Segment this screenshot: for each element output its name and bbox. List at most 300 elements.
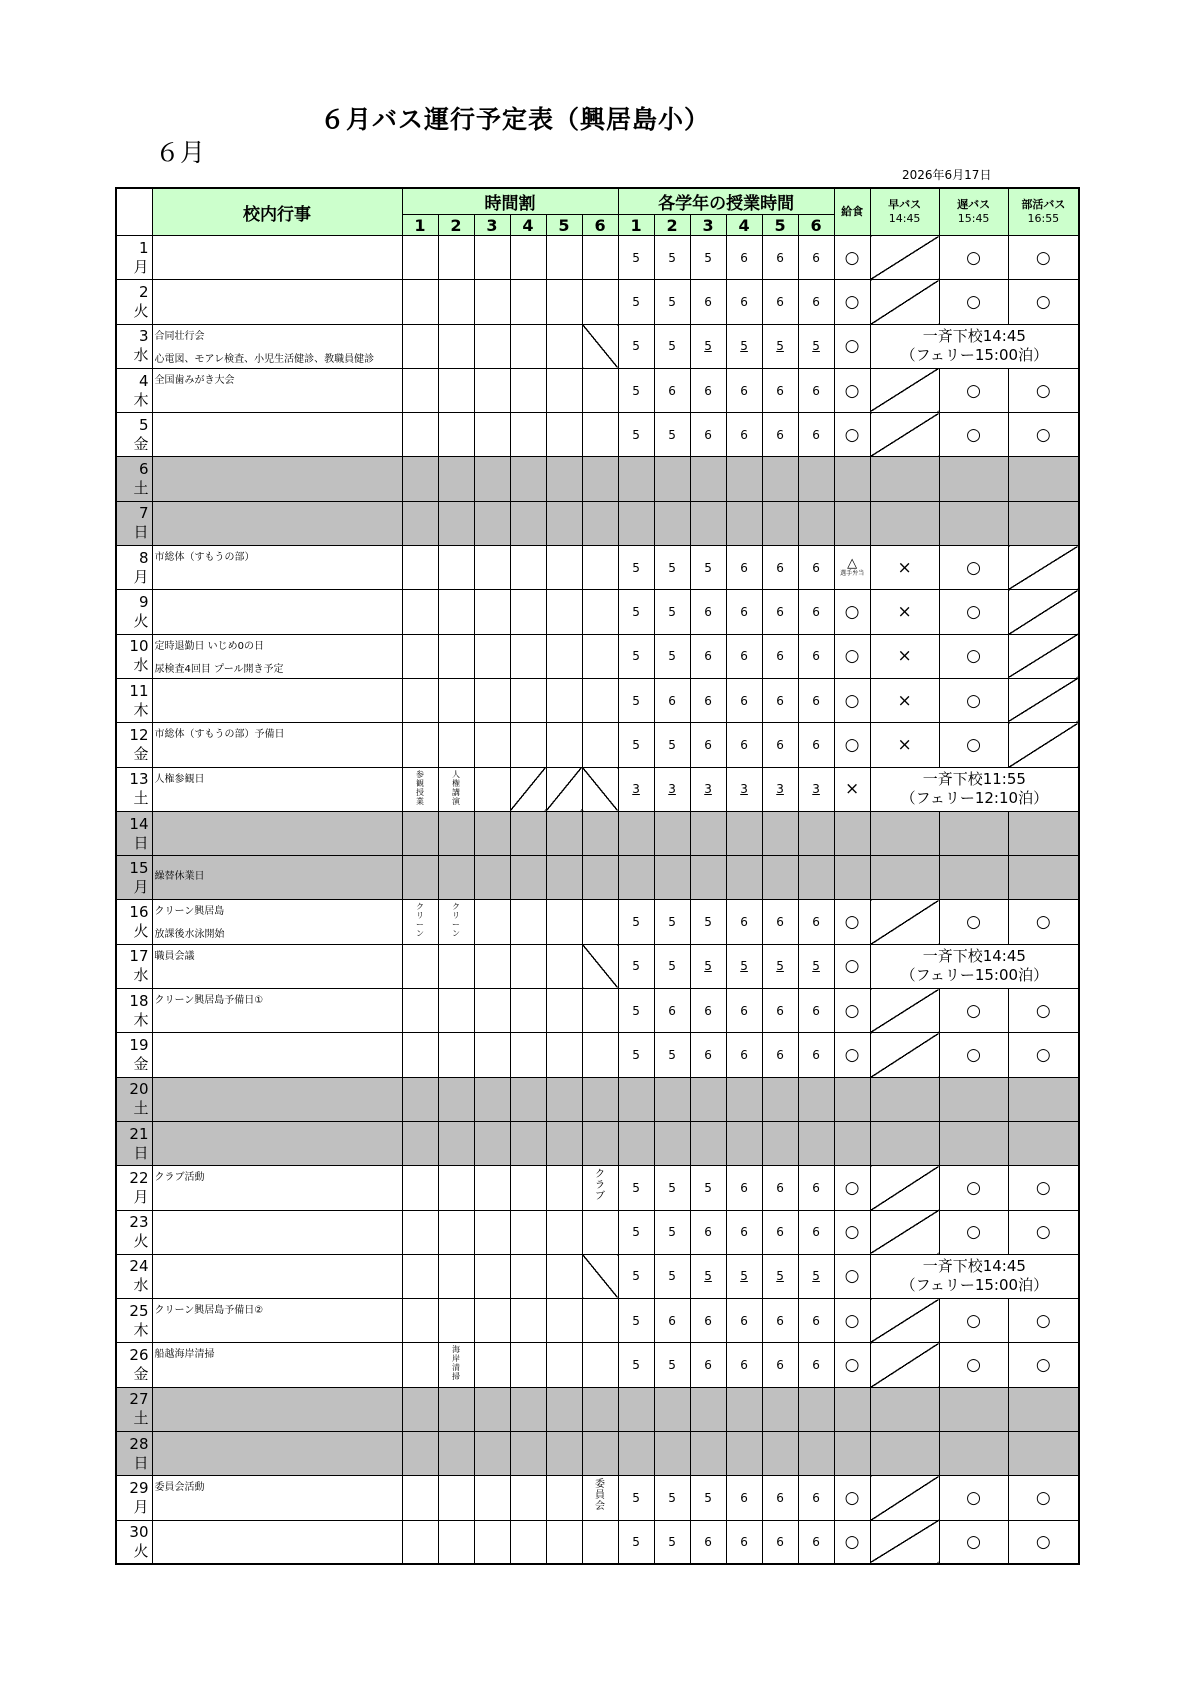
grade-hours-cell: 5 — [654, 1520, 690, 1564]
empty-cell — [939, 1077, 1008, 1121]
grade-hours-cell: 5 — [654, 413, 690, 457]
schedule-body — [116, 236, 1079, 1565]
day-number: 16 — [129, 903, 149, 922]
day-cell — [116, 944, 152, 988]
period-cell — [474, 1210, 510, 1254]
empty-cell — [939, 501, 1008, 545]
event-cell — [152, 236, 402, 280]
period-cell — [582, 590, 618, 634]
period-cell — [474, 590, 510, 634]
event-cell — [152, 900, 402, 944]
grade-hours-cell: 5 — [618, 413, 654, 457]
period-cell — [438, 590, 474, 634]
event-text: 市総体（すもうの部） — [154, 552, 255, 564]
header-row-1 — [116, 188, 1079, 215]
period-cell — [582, 413, 618, 457]
period-cell — [582, 634, 618, 678]
grade-hours-cell: 5 — [618, 546, 654, 590]
day-number: 15 — [129, 858, 149, 877]
grade-hours-cell: 6 — [690, 634, 726, 678]
club-bus-time: 16:55 — [1027, 212, 1060, 225]
event-cell — [152, 1476, 402, 1520]
event-cell — [152, 811, 402, 855]
grade-hours-cell: 6 — [690, 1299, 726, 1343]
grade-hours-cell: 6 — [690, 678, 726, 722]
ferry-note: （フェリー15:00泊） — [900, 1276, 1049, 1295]
late-bus-cell: ○ — [939, 1033, 1008, 1077]
grade-hours-cell: 6 — [726, 1343, 762, 1387]
late-bus-cell: ○ — [939, 1476, 1008, 1520]
empty-cell — [870, 811, 939, 855]
period-cell — [402, 590, 438, 634]
lunch-cell: ○ — [834, 324, 870, 368]
empty-cell — [1008, 1387, 1079, 1431]
day-number: 29 — [129, 1478, 149, 1497]
weekday: 月 — [133, 1497, 149, 1516]
period-cell — [546, 900, 582, 944]
period-cell — [438, 1299, 474, 1343]
period-header: 1 — [402, 215, 438, 236]
empty-cell — [690, 1077, 726, 1121]
day-cell — [116, 280, 152, 324]
grade-hours-cell: 5 — [654, 1033, 690, 1077]
grade-hours-cell: 5 — [618, 678, 654, 722]
early-bus-cell — [870, 900, 939, 944]
period-cell — [582, 1520, 618, 1564]
weekday: 金 — [133, 744, 149, 763]
period-cell — [582, 767, 618, 811]
grade-hours-cell: 6 — [798, 546, 834, 590]
grade-hours-cell: 5 — [690, 900, 726, 944]
day-cell — [116, 678, 152, 722]
period-cell — [546, 1520, 582, 1564]
empty-cell — [474, 1387, 510, 1431]
day-cell — [116, 413, 152, 457]
early-bus-cell — [870, 1476, 939, 1520]
period-header: 6 — [582, 215, 618, 236]
early-bus-cell — [870, 1033, 939, 1077]
early-bus-cell: × — [870, 634, 939, 678]
empty-cell — [582, 856, 618, 900]
grade-hours-cell: 5 — [762, 944, 798, 988]
club-bus-cell: ○ — [1008, 413, 1079, 457]
period-cell — [402, 1476, 438, 1520]
period-cell — [474, 900, 510, 944]
period-cell — [438, 546, 474, 590]
weekday: 日 — [133, 523, 149, 542]
empty-cell — [654, 1121, 690, 1165]
empty-cell — [438, 1077, 474, 1121]
period-cell — [546, 280, 582, 324]
event-text: クリーン興居島予備日① — [154, 995, 264, 1007]
empty-cell — [402, 457, 438, 501]
header-late-bus — [939, 188, 1008, 236]
ferry-note: （フェリー15:00泊） — [900, 966, 1049, 985]
period-cell — [546, 368, 582, 412]
period-cell — [474, 723, 510, 767]
early-bus-cell: × — [870, 723, 939, 767]
late-bus-label: 遅バス — [957, 198, 991, 211]
empty-cell — [1008, 811, 1079, 855]
period-cell — [510, 413, 546, 457]
grade-hours-cell: 6 — [690, 1520, 726, 1564]
weekday: 月 — [133, 1187, 149, 1206]
period-cell — [546, 989, 582, 1033]
empty-cell — [402, 1121, 438, 1165]
period-cell — [546, 324, 582, 368]
empty-cell — [939, 1387, 1008, 1431]
event-cell — [152, 324, 402, 368]
weekday: 火 — [133, 1542, 149, 1560]
day-cell — [116, 900, 152, 944]
day-cell — [116, 634, 152, 678]
early-bus-label: 早バス — [888, 198, 922, 211]
empty-cell — [870, 457, 939, 501]
empty-cell — [510, 1121, 546, 1165]
header-day — [116, 188, 152, 236]
schedule-row — [116, 1210, 1079, 1254]
period-cell — [546, 1476, 582, 1520]
day-cell — [116, 811, 152, 855]
day-number: 6 — [138, 460, 149, 479]
grade-header: 4 — [726, 215, 762, 236]
grade-hours-cell: 6 — [798, 1299, 834, 1343]
empty-cell — [402, 501, 438, 545]
day-cell — [116, 1121, 152, 1165]
period-cell — [546, 1210, 582, 1254]
period-cell — [510, 1476, 546, 1520]
grade-hours-cell: 5 — [654, 900, 690, 944]
early-bus-cell: × — [870, 590, 939, 634]
grade-hours-cell: 6 — [690, 1033, 726, 1077]
empty-cell — [402, 811, 438, 855]
grade-hours-cell: 5 — [618, 1254, 654, 1298]
event-cell — [152, 280, 402, 324]
day-number: 17 — [129, 947, 149, 966]
empty-cell — [654, 1432, 690, 1476]
schedule-row — [116, 944, 1079, 988]
schedule-row — [116, 811, 1079, 855]
schedule-row — [116, 1254, 1079, 1298]
grade-hours-cell: 5 — [654, 236, 690, 280]
header-grade-hours: 各学年の授業時間 — [618, 188, 834, 215]
club-bus-cell: ○ — [1008, 1033, 1079, 1077]
empty-cell — [726, 1077, 762, 1121]
grade-hours-cell: 5 — [762, 324, 798, 368]
event-cell — [152, 368, 402, 412]
empty-cell — [546, 1432, 582, 1476]
grade-hours-cell: 5 — [654, 1343, 690, 1387]
grade-hours-cell: 6 — [762, 1210, 798, 1254]
grade-hours-cell: 6 — [798, 1476, 834, 1520]
grade-hours-cell: 6 — [762, 590, 798, 634]
grade-hours-cell: 5 — [618, 989, 654, 1033]
day-cell — [116, 1254, 152, 1298]
period-cell — [438, 989, 474, 1033]
empty-cell — [762, 1387, 798, 1431]
grade-hours-cell: 5 — [618, 1520, 654, 1564]
schedule-row — [116, 324, 1079, 368]
club-bus-cell: ○ — [1008, 1343, 1079, 1387]
grade-hours-cell: 6 — [762, 1343, 798, 1387]
day-cell — [116, 236, 152, 280]
empty-cell — [939, 457, 1008, 501]
period-cell — [510, 1299, 546, 1343]
empty-cell — [870, 501, 939, 545]
schedule-row — [116, 546, 1079, 590]
club-bus-cell: ○ — [1008, 989, 1079, 1033]
schedule-row — [116, 280, 1079, 324]
header-club-bus — [1008, 188, 1079, 236]
event-cell — [152, 989, 402, 1033]
club-bus-cell: ○ — [1008, 280, 1079, 324]
event-cell — [152, 457, 402, 501]
day-number: 8 — [138, 548, 149, 567]
grade-hours-cell: 6 — [726, 1210, 762, 1254]
empty-cell — [618, 856, 654, 900]
lunch-cell: ○ — [834, 944, 870, 988]
schedule-row — [116, 457, 1079, 501]
empty-cell — [726, 811, 762, 855]
grade-hours-cell: 6 — [654, 678, 690, 722]
period-cell — [582, 1033, 618, 1077]
weekday: 土 — [133, 1409, 149, 1428]
period-cell — [546, 767, 582, 811]
dismissal-time: 一斉下校11:55 — [922, 770, 1026, 789]
grade-hours-cell: 6 — [798, 1343, 834, 1387]
grade-hours-cell: 6 — [726, 900, 762, 944]
period-cell — [474, 1299, 510, 1343]
grade-hours-cell: 6 — [762, 678, 798, 722]
empty-cell — [402, 856, 438, 900]
grade-hours-cell: 6 — [762, 634, 798, 678]
empty-cell — [510, 811, 546, 855]
event-cell — [152, 1033, 402, 1077]
empty-cell — [582, 1432, 618, 1476]
grade-hours-cell: 6 — [762, 1166, 798, 1210]
grade-hours-cell: 6 — [762, 413, 798, 457]
period-cell — [582, 1210, 618, 1254]
empty-cell — [690, 457, 726, 501]
grade-hours-cell: 5 — [654, 1210, 690, 1254]
empty-cell — [726, 856, 762, 900]
period-cell — [438, 368, 474, 412]
club-bus-cell: ○ — [1008, 236, 1079, 280]
late-bus-cell: ○ — [939, 678, 1008, 722]
empty-cell — [618, 1121, 654, 1165]
early-bus-cell — [870, 368, 939, 412]
schedule-row — [116, 723, 1079, 767]
empty-cell — [582, 811, 618, 855]
grade-hours-cell: 5 — [654, 634, 690, 678]
empty-cell — [546, 1077, 582, 1121]
period-cell — [438, 1210, 474, 1254]
weekday: 木 — [133, 700, 149, 719]
empty-cell — [1008, 856, 1079, 900]
empty-cell — [690, 1121, 726, 1165]
grade-hours-cell: 5 — [726, 944, 762, 988]
grade-hours-cell: 5 — [762, 1254, 798, 1298]
grade-hours-cell: 5 — [726, 1254, 762, 1298]
grade-hours-cell: 5 — [618, 1033, 654, 1077]
grade-hours-cell: 6 — [726, 1299, 762, 1343]
event-text: 船越海岸清掃 — [154, 1349, 215, 1361]
header-timetable: 時間割 — [402, 188, 618, 215]
club-bus-cell: ○ — [1008, 1210, 1079, 1254]
early-bus-cell — [870, 1210, 939, 1254]
period-cell — [402, 368, 438, 412]
grade-header: 5 — [762, 215, 798, 236]
period-cell — [510, 280, 546, 324]
event-text: 尿検査4回目 プール開き予定 — [154, 663, 284, 675]
late-bus-cell: ○ — [939, 900, 1008, 944]
weekday: 火 — [133, 922, 149, 941]
grade-hours-cell: 6 — [798, 1166, 834, 1210]
late-bus-cell: ○ — [939, 989, 1008, 1033]
event-cell — [152, 1432, 402, 1476]
period-cell — [402, 236, 438, 280]
grade-hours-cell: 6 — [726, 1476, 762, 1520]
early-bus-cell — [870, 413, 939, 457]
lunch-cell: ○ — [834, 413, 870, 457]
weekday: 日 — [133, 1453, 149, 1472]
lunch-cell: × — [834, 767, 870, 811]
grade-hours-cell: 6 — [690, 368, 726, 412]
empty-cell — [834, 856, 870, 900]
grade-hours-cell: 6 — [762, 1520, 798, 1564]
schedule-row — [116, 1432, 1079, 1476]
schedule-row — [116, 368, 1079, 412]
grade-header: 2 — [654, 215, 690, 236]
grade-hours-cell: 3 — [762, 767, 798, 811]
event-text: クリーン興居島予備日② — [154, 1305, 264, 1317]
grade-hours-cell: 6 — [798, 900, 834, 944]
dismissal-cell — [870, 1254, 1079, 1298]
event-cell — [152, 501, 402, 545]
weekday: 木 — [133, 1320, 149, 1339]
header-lunch: 給食 — [834, 188, 870, 236]
day-cell — [116, 856, 152, 900]
empty-cell — [762, 856, 798, 900]
empty-cell — [582, 457, 618, 501]
grade-hours-cell: 5 — [690, 236, 726, 280]
empty-cell — [870, 1432, 939, 1476]
period-cell — [546, 678, 582, 722]
early-bus-cell — [870, 236, 939, 280]
period-cell — [438, 723, 474, 767]
grade-hours-cell: 5 — [618, 590, 654, 634]
lunch-cell: ○ — [834, 1343, 870, 1387]
empty-cell — [654, 457, 690, 501]
empty-cell — [726, 1432, 762, 1476]
period-cell — [546, 590, 582, 634]
period-cell — [402, 324, 438, 368]
empty-cell — [798, 1121, 834, 1165]
period-cell — [474, 1476, 510, 1520]
period-cell — [438, 944, 474, 988]
event-cell — [152, 678, 402, 722]
period-cell: ク ラ ブ — [582, 1166, 618, 1210]
grade-hours-cell: 6 — [762, 1299, 798, 1343]
club-bus-cell — [1008, 590, 1079, 634]
period-cell — [438, 634, 474, 678]
dismissal-cell — [870, 324, 1079, 368]
empty-cell — [474, 856, 510, 900]
event-cell — [152, 723, 402, 767]
grade-hours-cell: 6 — [726, 1166, 762, 1210]
grade-hours-cell: 6 — [726, 634, 762, 678]
late-bus-time: 15:45 — [957, 212, 990, 225]
late-bus-cell: ○ — [939, 1520, 1008, 1564]
period-cell: ク リ ー ン — [438, 900, 474, 944]
empty-cell — [438, 856, 474, 900]
empty-cell — [546, 1121, 582, 1165]
period-cell — [402, 723, 438, 767]
period-cell — [582, 546, 618, 590]
period-cell — [510, 236, 546, 280]
lunch-cell: ○ — [834, 1166, 870, 1210]
day-cell — [116, 368, 152, 412]
period-header: 5 — [546, 215, 582, 236]
period-cell — [510, 546, 546, 590]
event-text: 人権参観日 — [154, 773, 205, 785]
grade-hours-cell: 5 — [654, 324, 690, 368]
dismissal-cell — [870, 767, 1079, 811]
day-cell — [116, 546, 152, 590]
day-number: 28 — [129, 1434, 149, 1453]
empty-cell — [939, 1121, 1008, 1165]
period-cell — [402, 1520, 438, 1564]
grade-hours-cell: 6 — [762, 900, 798, 944]
lunch-cell: ○ — [834, 989, 870, 1033]
bus-schedule-table — [115, 187, 1080, 1565]
grade-hours-cell: 6 — [726, 546, 762, 590]
event-text: 心電図、モアレ検査、小児生活健診、教職員健診 — [154, 353, 375, 365]
grade-hours-cell: 6 — [726, 1033, 762, 1077]
grade-hours-cell: 6 — [798, 678, 834, 722]
empty-cell — [474, 1121, 510, 1165]
lunch-cell: ○ — [834, 368, 870, 412]
day-number: 18 — [129, 991, 149, 1010]
empty-cell — [546, 457, 582, 501]
empty-cell — [654, 811, 690, 855]
grade-hours-cell: 6 — [690, 1210, 726, 1254]
club-bus-cell: ○ — [1008, 368, 1079, 412]
period-cell — [510, 678, 546, 722]
dismissal-time: 一斉下校14:45 — [922, 1257, 1026, 1276]
weekday: 金 — [133, 1054, 149, 1073]
period-cell — [438, 1476, 474, 1520]
empty-cell — [726, 1121, 762, 1165]
grade-hours-cell: 6 — [690, 1343, 726, 1387]
period-cell — [402, 944, 438, 988]
grade-hours-cell: 5 — [618, 900, 654, 944]
grade-hours-cell: 5 — [654, 1476, 690, 1520]
lunch-cell: ○ — [834, 900, 870, 944]
lunch-note: 選手弁当 — [840, 570, 865, 578]
early-bus-cell — [870, 1520, 939, 1564]
event-cell — [152, 413, 402, 457]
empty-cell — [798, 1077, 834, 1121]
lunch-cell: ○ — [834, 1520, 870, 1564]
period-cell — [582, 324, 618, 368]
lunch-cell: ○ — [834, 280, 870, 324]
period-cell — [546, 723, 582, 767]
empty-cell — [618, 1432, 654, 1476]
period-cell — [510, 900, 546, 944]
period-cell — [546, 1299, 582, 1343]
weekday: 木 — [133, 1010, 149, 1029]
